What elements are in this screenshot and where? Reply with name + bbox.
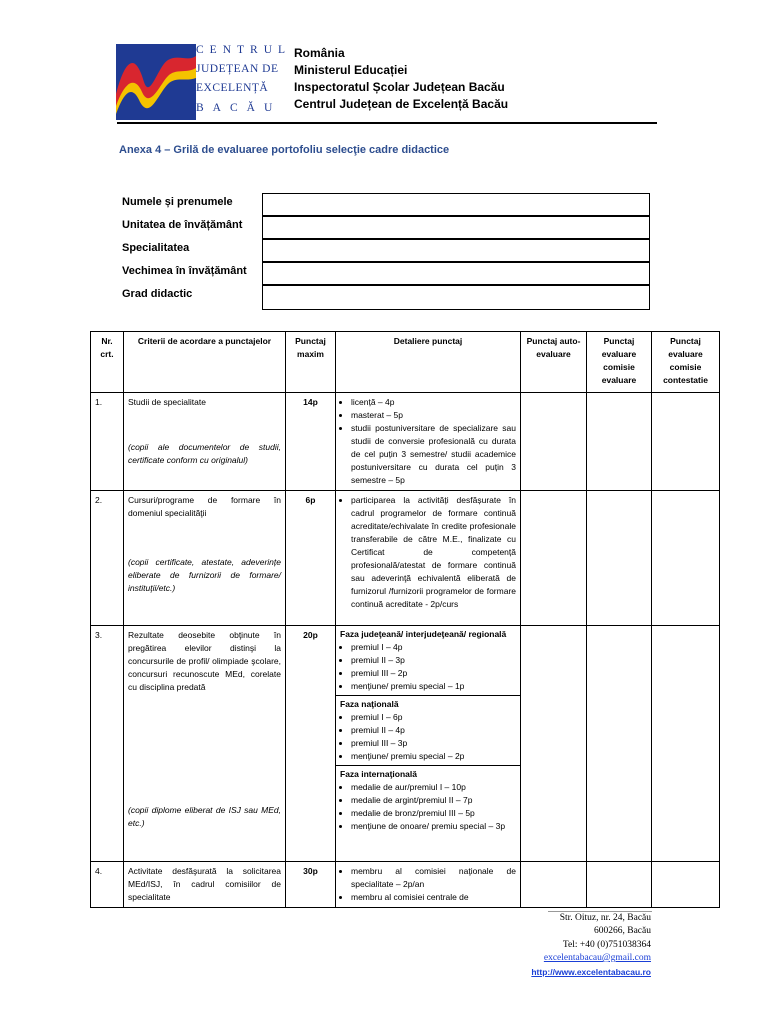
phase-title: Faza internaţională	[340, 769, 417, 779]
phase-county	[336, 626, 520, 696]
row-criteria	[124, 491, 286, 626]
appeal-score-cell[interactable]	[652, 626, 720, 862]
logo-text-line: BACĂU	[196, 102, 282, 114]
list-item: • medalie de aur/premiul I – 10p	[351, 781, 516, 794]
appeal-score-cell[interactable]	[652, 491, 720, 626]
list-item: • studii postuniversitare de specializare sau studii de conversie profesională cu durata de cel puțin 3 semestre/ studii academice postuniversitare cu durata cel puțin 3 semestre – 5p	[351, 422, 516, 487]
label-name: Numele și prenumele	[122, 196, 233, 208]
header-nr: Nr. crt.	[91, 332, 124, 393]
row-details	[336, 491, 521, 626]
criteria-note: (copii ale documentelor de studii, certificate conform cu originalul)	[128, 442, 281, 465]
criteria-note: (copii diplome eliberat de ISJ sau MEd, etc.)	[128, 805, 281, 828]
header-country: România	[294, 46, 345, 60]
self-score-cell[interactable]	[521, 393, 587, 491]
phase-title: Faza naţională	[340, 699, 399, 709]
row-details	[336, 393, 521, 491]
logo-text-line: JUDEȚEAN DE	[196, 63, 279, 75]
specialty-field[interactable]	[262, 239, 650, 262]
row-max: 14p	[286, 393, 336, 491]
list-item: • menţiune/ premiu special – 1p	[351, 680, 516, 693]
table-row	[91, 626, 720, 862]
list-item: • premiul III – 3p	[351, 737, 516, 750]
header-appeal: Punctaj evaluare comisie contestatie	[652, 332, 720, 393]
footer-phone: Tel: +40 (0)751038364	[562, 940, 651, 950]
table-row	[91, 393, 720, 491]
header-center: Centrul Județean de Excelență Bacău	[294, 97, 509, 111]
appeal-score-cell[interactable]	[652, 393, 720, 491]
list-item: • medalie de bronz/premiul III – 5p	[351, 807, 516, 820]
list-item: • premiul II – 3p	[351, 654, 516, 667]
appeal-score-cell[interactable]	[652, 862, 720, 908]
list-item: • masterat – 5p	[351, 409, 516, 422]
criteria-text: Activitate desfăşurată la solicitarea MEd/ISJ, în cadrul comisiilor de specialitate	[128, 866, 281, 902]
list-item: • premiul III – 2p	[351, 667, 516, 680]
table-row	[91, 491, 720, 626]
footer-web-link[interactable]: http://www.excelentabacau.ro	[531, 967, 651, 977]
row-max: 6p	[286, 491, 336, 626]
header-criteria: Criterii de acordare a punctajelor	[124, 332, 286, 393]
criteria-note: (copii certificate, atestate, adeverințe eliberate de furnizorii de formare/ instituţii/etc.)	[128, 557, 281, 593]
table-header-row	[91, 332, 720, 393]
criteria-text: Rezultate deosebite obţinute în pregătirea elevilor distinşi la concursurile de profil/ olimpiade şcolare, concursuri recunoscute MEd, corelate cu disciplina predată	[128, 630, 281, 692]
school-field[interactable]	[262, 216, 650, 239]
header-divider	[117, 122, 657, 124]
list-item: • licență – 4p	[351, 396, 516, 409]
row-nr: 4.	[91, 862, 124, 908]
list-item: • menţiune/ premiu special – 2p	[351, 750, 516, 763]
list-item: • participarea la activități desfășurate în cadrul programelor de formare continuă acreditate/echivalate în credite profesionale transferabile de către M.E., finalizate cu Certificat de competență profesională/atestat de formare continuă sau adeverinţă echivalentă eliberată de furnizorul /furnizorii programelor de formare continuă acreditate - 2p/curs	[351, 494, 516, 611]
label-specialty: Specialitatea	[122, 242, 190, 254]
logo-text-line: EXCELENȚĂ	[196, 82, 269, 94]
footer-divider	[548, 911, 652, 912]
header-self: Punctaj auto-evaluare	[521, 332, 587, 393]
phase-title: Faza judeţeană/ interjudeţeană/ regională	[340, 629, 507, 639]
row-details	[336, 862, 521, 908]
label-degree: Grad didactic	[122, 288, 193, 300]
list-item: • membru al comisiei centrale de	[351, 891, 516, 904]
label-school: Unitatea de învățământ	[122, 219, 243, 231]
list-item: • premiul II – 4p	[351, 724, 516, 737]
row-details	[336, 626, 521, 862]
criteria-text: Studii de specialitate	[128, 397, 206, 407]
row-criteria	[124, 393, 286, 491]
table-row	[91, 862, 720, 908]
row-nr: 3.	[91, 626, 124, 862]
list-item: • premiul I – 4p	[351, 641, 516, 654]
header-max: Punctaj maxim	[286, 332, 336, 393]
committee-score-cell[interactable]	[587, 393, 652, 491]
header-ministry: Ministerul Educației	[294, 63, 408, 77]
committee-score-cell[interactable]	[587, 862, 652, 908]
self-score-cell[interactable]	[521, 491, 587, 626]
header-inspectorate: Inspectoratul Școlar Județean Bacău	[294, 80, 505, 94]
criteria-text: Cursuri/programe de formare în domeniul specialităţii	[128, 495, 281, 518]
logo	[116, 44, 292, 120]
committee-score-cell[interactable]	[587, 491, 652, 626]
row-criteria	[124, 862, 286, 908]
list-item: • premiul I – 6p	[351, 711, 516, 724]
list-item: • membru al comisiei naţionale de specialitate – 2p/an	[351, 865, 516, 891]
degree-field[interactable]	[262, 285, 650, 310]
evaluation-grid	[90, 331, 720, 908]
label-seniority: Vechimea în învățământ	[122, 265, 247, 277]
list-item: • medalie de argint/premiul II – 7p	[351, 794, 516, 807]
self-score-cell[interactable]	[521, 862, 587, 908]
phase-international	[336, 766, 520, 835]
footer-postal: 600266, Bacău	[594, 926, 651, 936]
committee-score-cell[interactable]	[587, 626, 652, 862]
footer-email-link[interactable]: excelentabacau@gmail.com	[543, 953, 651, 963]
self-score-cell[interactable]	[521, 626, 587, 862]
row-nr: 2.	[91, 491, 124, 626]
phase-national	[336, 696, 520, 766]
footer-address: Str. Oituz, nr. 24, Bacău	[559, 913, 651, 923]
name-field[interactable]	[262, 193, 650, 216]
header-details: Detaliere punctaj	[336, 332, 521, 393]
row-criteria	[124, 626, 286, 862]
annex-title: Anexa 4 – Grilă de evaluaree portofoliu selecţie cadre didactice	[119, 144, 450, 156]
seniority-field[interactable]	[262, 262, 650, 285]
list-item: • menţiune de onoare/ premiu special – 3p	[351, 820, 516, 833]
logo-text-line: CENTRUL	[196, 44, 292, 56]
logo-graphic	[116, 44, 196, 120]
row-nr: 1.	[91, 393, 124, 491]
row-max: 30p	[286, 862, 336, 908]
row-max: 20p	[286, 626, 336, 862]
header-committee: Punctaj evaluare comisie evaluare	[587, 332, 652, 393]
